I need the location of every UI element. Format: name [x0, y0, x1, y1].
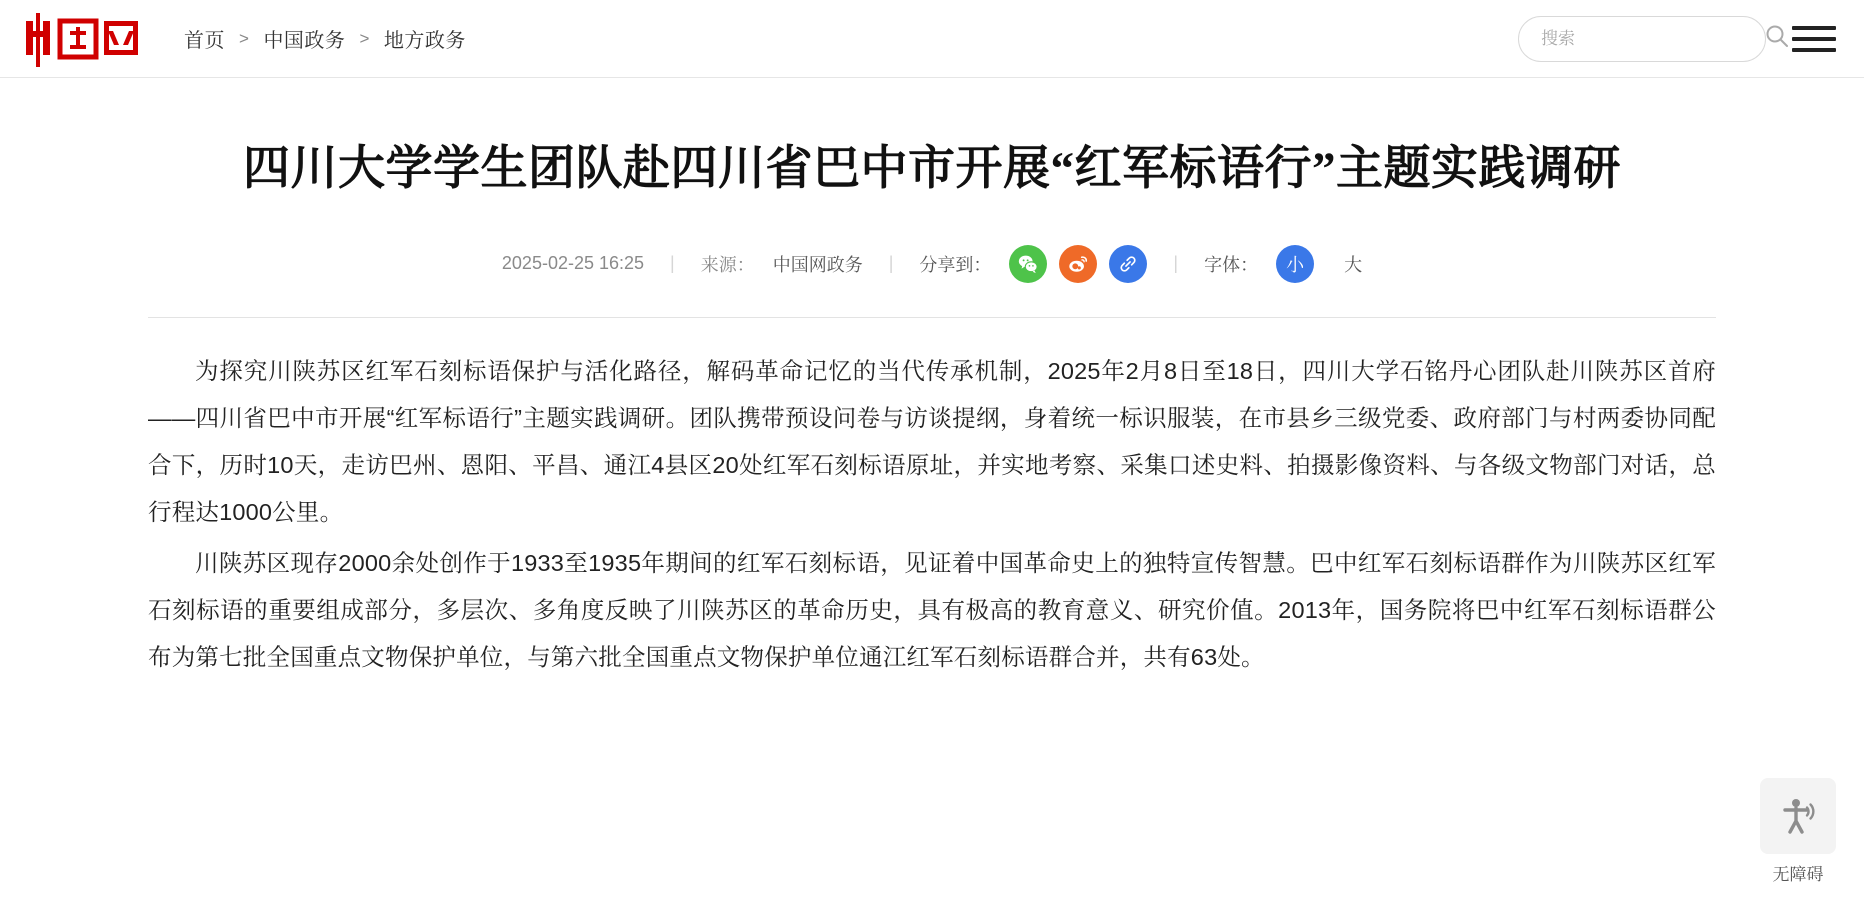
- search-input[interactable]: [1539, 28, 1764, 50]
- article-timestamp: 2025-02-25 16:25: [501, 253, 645, 274]
- meta-divider: |: [888, 253, 894, 274]
- meta-divider-rule: [148, 317, 1716, 318]
- wechat-icon[interactable]: [1009, 245, 1047, 283]
- page-title: 四川大学学生团队赴四川省巴中市开展“红军标语行”主题实践调研: [243, 143, 1621, 195]
- link-icon[interactable]: [1109, 245, 1147, 283]
- search-box[interactable]: [1518, 16, 1766, 62]
- search-icon[interactable]: [1764, 23, 1790, 54]
- breadcrumb-item-china-government[interactable]: 中国政务: [263, 30, 346, 52]
- site-logo[interactable]: [18, 13, 144, 65]
- font-size-label: 字体：: [1204, 254, 1259, 275]
- meta-divider: |: [670, 253, 675, 274]
- font-size-small-button[interactable]: 小: [1276, 245, 1314, 283]
- site-header: [0, 0, 1864, 78]
- header-actions: [1518, 16, 1836, 62]
- share-icons: [1009, 245, 1147, 283]
- meta-divider: |: [1173, 253, 1179, 274]
- accessibility-icon[interactable]: [1760, 778, 1836, 854]
- article-source: 中国网政务: [772, 254, 863, 275]
- weibo-icon[interactable]: [1059, 245, 1097, 283]
- accessibility-label: 无障碍: [1772, 865, 1824, 884]
- font-size-large-button[interactable]: 大: [1344, 254, 1363, 275]
- hamburger-menu-icon[interactable]: [1792, 23, 1836, 55]
- breadcrumb: [184, 24, 466, 53]
- breadcrumb-separator: >: [239, 28, 250, 48]
- article-meta: [148, 245, 1716, 283]
- article: [148, 138, 1716, 681]
- breadcrumb-item-local-government[interactable]: 地方政务: [383, 30, 466, 52]
- source-label: 来源：: [700, 254, 755, 275]
- breadcrumb-item-home[interactable]: 首页: [184, 30, 225, 52]
- article-body: [148, 348, 1716, 681]
- article-paragraph: 川陕苏区现存2000余处创作于1933至1935年期间的红军石刻标语，见证着中国革命史上的独特宣传智慧。巴中红军石刻标语群作为川陕苏区红军石刻标语的重要组成部分，多层次、多角度反映了川陕苏区的革命历史，具有极高的教育意义、研究价值。2013年，国务院将巴中红军石刻标语群公布为第七批全国重点文物保护单位，与第六批全国重点文物保护单位通江红军石刻标语群合并，共有63处。: [148, 549, 1716, 670]
- article-paragraph: 为探究川陕苏区红军石刻标语保护与活化路径，解码革命记忆的当代传承机制，2025年2月8日至18日，四川大学石铭丹心团队赴川陕苏区首府——四川省巴中市开展“红军标语行”主题实践调研。团队携带预设问卷与访谈提纲，身着统一标识服装，在市县乡三级党委、政府部门与村两委协同配合下，历时10天，走访巴州、恩阳、平昌、通江4县区20处红军石刻标语原址，并实地考察、采集口述史料、拍摄影像资料、与各级文物部门对话，总行程达1000公里。: [148, 357, 1716, 525]
- accessibility-widget[interactable]: [1754, 778, 1842, 885]
- share-label: 分享到：: [919, 254, 992, 275]
- page-body: [0, 138, 1864, 681]
- breadcrumb-separator: >: [359, 28, 370, 48]
